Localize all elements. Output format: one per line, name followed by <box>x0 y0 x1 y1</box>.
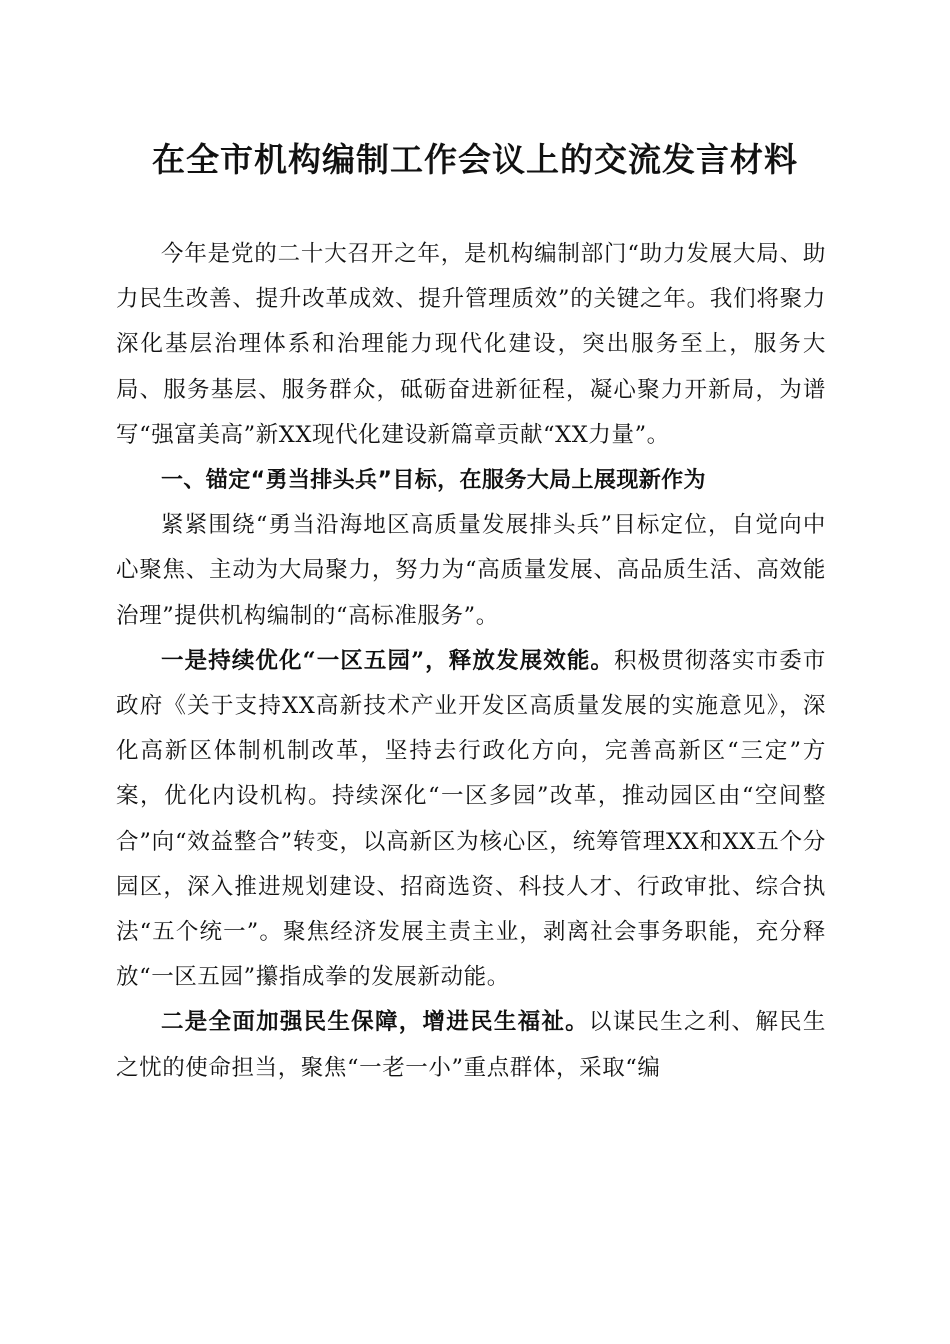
point-one-paragraph <box>116 639 826 1001</box>
intro-paragraph: 今年是党的二十大召开之年，是机构编制部门“助力发展大局、助力民生改善、提升改革成效、提升管理质效”的关键之年。我们将聚力深化基层治理体系和治理能力现代化建设，突出服务至上，服务大局、服务基层、服务群众，砥砺奋进新征程，凝心聚力开新局，为谱写“强富美高”新XX现代化建设新篇章贡献“XX力量”。 <box>116 241 826 448</box>
point-two-lead: 二是全面加强民生保障，增进民生福祉。 <box>161 1009 589 1036</box>
point-two-paragraph <box>116 1000 826 1090</box>
section-heading-1: 一、锚定“勇当排头兵”目标，在服务大局上展现新作为 <box>161 468 706 494</box>
point-two-body: 以谋民生之利、解民生之忧的使命担当，聚焦“一老一小”重点群体，采取“编 <box>116 1009 826 1081</box>
document-title: 在全市机构编制工作会议上的交流发言材料 <box>152 140 798 179</box>
point-one-lead: 一是持续优化“一区五园”，释放发展效能。 <box>161 647 615 674</box>
section-intro-paragraph: 紧紧围绕“勇当沿海地区高质量发展排头兵”目标定位，自觉向中心聚焦、主动为大局聚力，努力为“高质量发展、高品质生活、高效能治理”提供机构编制的“高标准服务”。 <box>116 512 826 629</box>
point-one-body: 积极贯彻落实市委市政府《关于支持XX高新技术产业开发区高质量发展的实施意见》，深化高新区体制机制改革，坚持去行政化方向，完善高新区“三定”方案，优化内设机构。持续深化“一区多园”改革，推动园区由“空间整合”向“效益整合”转变，以高新区为核心区，统筹管理XX和XX五个分园区，深入推进规划建设、招商选资、科技人才、行政审批、综合执法“五个统一”。聚焦经济发展主责主业，剥离社会事务职能，充分释放“一区五园”攥指成拳的发展新动能。 <box>116 647 826 991</box>
document-body <box>116 232 826 1091</box>
